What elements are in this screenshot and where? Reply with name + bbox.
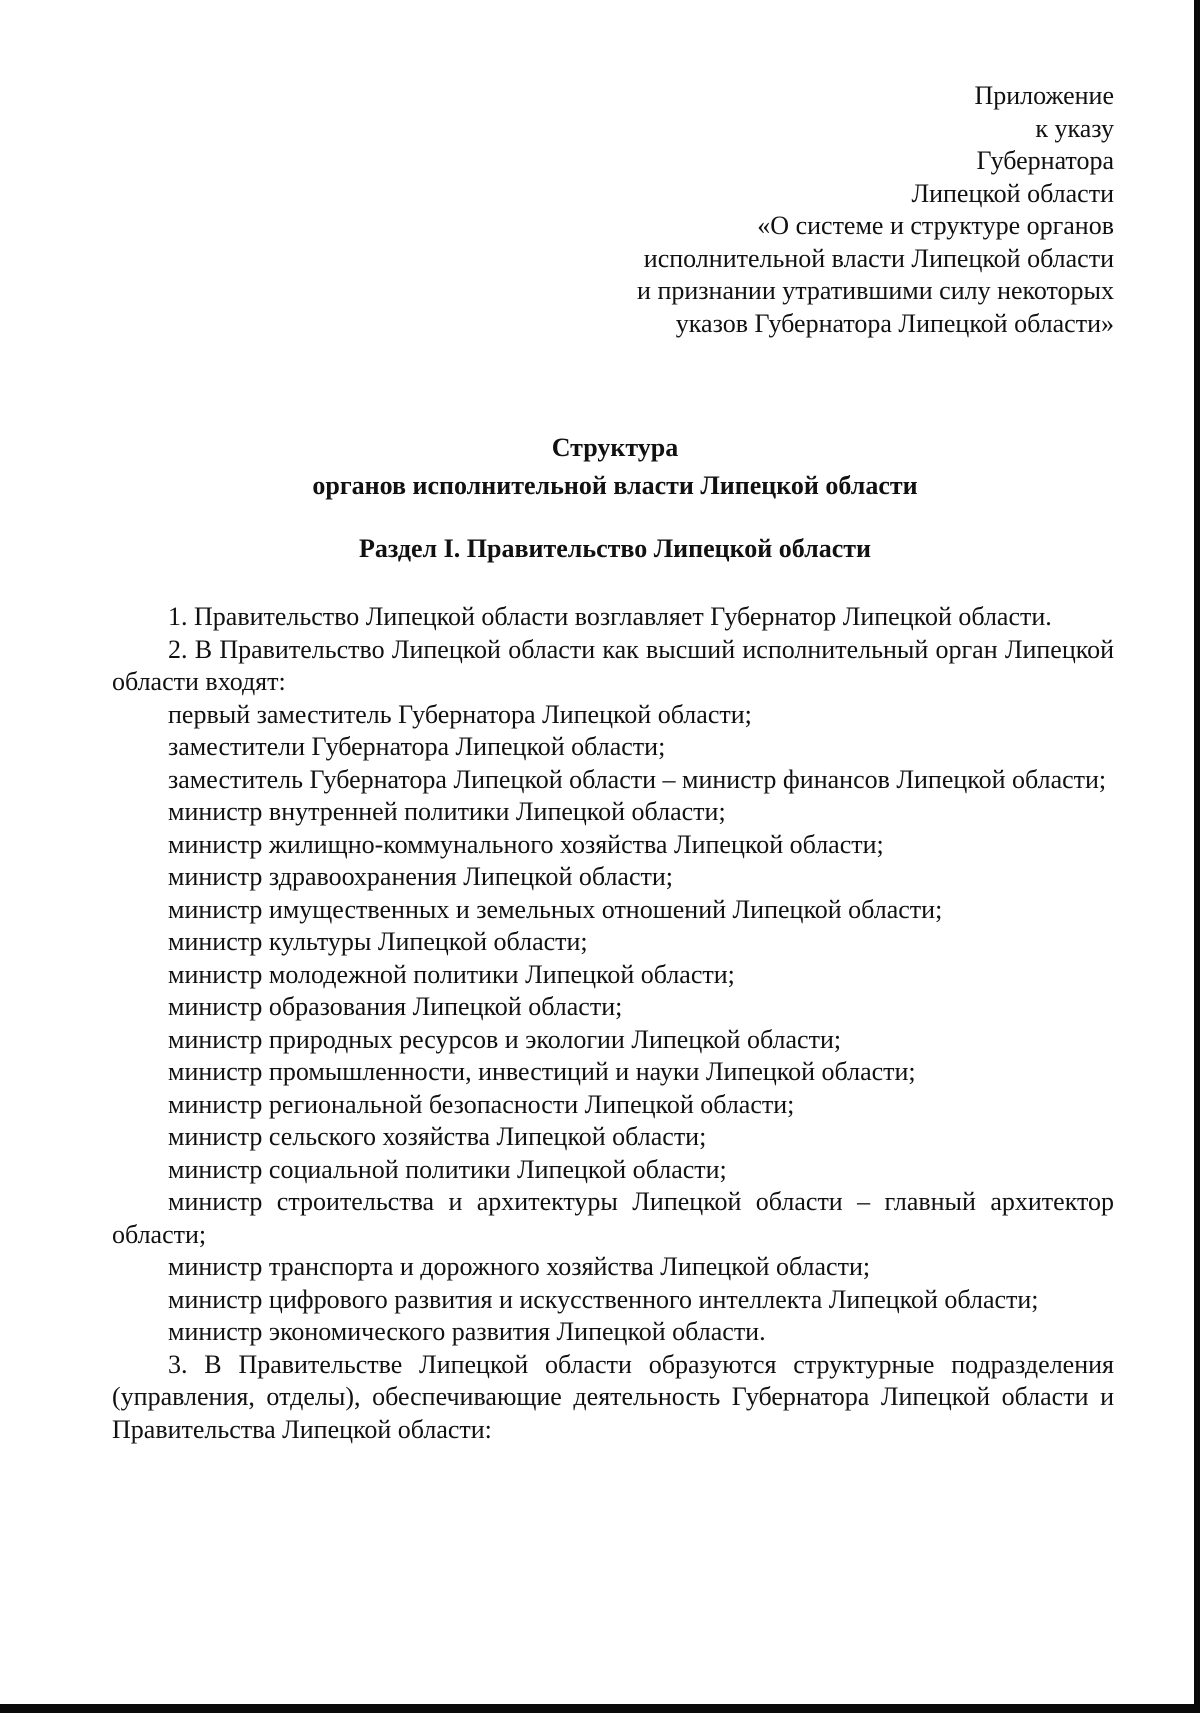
member-item: заместитель Губернатора Липецкой области – министр финансов Липецкой области; <box>168 764 1107 794</box>
scan-edge-bottom <box>0 1704 1200 1713</box>
appendix-line: и признании утратившими силу некоторых <box>637 276 1114 305</box>
paragraph-3: 3. В Правительстве Липецкой области образуются структурные подразделения (управления, отделы), обеспечивающие деятельность Губернатора Липецкой области и Правительства Липецкой области: <box>112 1349 1114 1444</box>
member-item: министр сельского хозяйства Липецкой области; <box>168 1122 707 1151</box>
member-item: министр экономического развития Липецкой области. <box>168 1317 766 1346</box>
member-item: министр внутренней политики Липецкой области; <box>168 797 726 826</box>
member-item: министр транспорта и дорожного хозяйства Липецкой области; <box>168 1252 871 1281</box>
document-body <box>112 601 1114 1446</box>
appendix-line: «О системе и структуре органов <box>757 211 1114 240</box>
paragraph-2: 2. В Правительство Липецкой области как высший исполнительный орган Липецкой области входят: <box>112 634 1114 696</box>
document-subtitle: органов исполнительной власти Липецкой области <box>312 471 918 500</box>
member-item: министр региональной безопасности Липецкой области; <box>168 1089 795 1119</box>
appendix-line: Липецкой области <box>911 178 1114 208</box>
member-item: заместители Губернатора Липецкой области; <box>168 732 666 761</box>
member-item: министр социальной политики Липецкой области; <box>168 1154 727 1184</box>
paragraph-1: 1. Правительство Липецкой области возглавляет Губернатор Липецкой области. <box>168 602 1052 631</box>
member-item: первый заместитель Губернатора Липецкой области; <box>168 699 752 729</box>
member-item: министр цифрового развития и искусственного интеллекта Липецкой области; <box>168 1284 1039 1314</box>
member-item: министр образования Липецкой области; <box>168 992 623 1021</box>
member-item: министр строительства и архитектуры Липецкой области – главный архитектор области; <box>112 1187 1114 1249</box>
member-item: министр промышленности, инвестиций и науки Липецкой области; <box>168 1057 916 1086</box>
member-item: министр природных ресурсов и экологии Липецкой области; <box>168 1024 842 1054</box>
appendix-line: исполнительной власти Липецкой области <box>643 243 1114 273</box>
appendix-line: указов Губернатора Липецкой области» <box>675 308 1114 338</box>
appendix-block <box>554 80 1114 340</box>
member-item: министр культуры Липецкой области; <box>168 927 588 956</box>
member-item: министр здравоохранения Липецкой области; <box>168 862 673 891</box>
scan-edge-right <box>1194 0 1200 1713</box>
document-title: Структура <box>551 433 679 462</box>
section-heading: Раздел I. Правительство Липецкой области <box>359 534 871 563</box>
appendix-line: Приложение <box>974 81 1114 110</box>
appendix-line: к указу <box>1035 113 1114 143</box>
member-item: министр имущественных и земельных отношений Липецкой области; <box>168 894 943 924</box>
member-item: министр жилищно-коммунального хозяйства Липецкой области; <box>168 829 884 859</box>
member-item: министр молодежной политики Липецкой области; <box>168 959 735 989</box>
appendix-line: Губернатора <box>976 146 1114 175</box>
